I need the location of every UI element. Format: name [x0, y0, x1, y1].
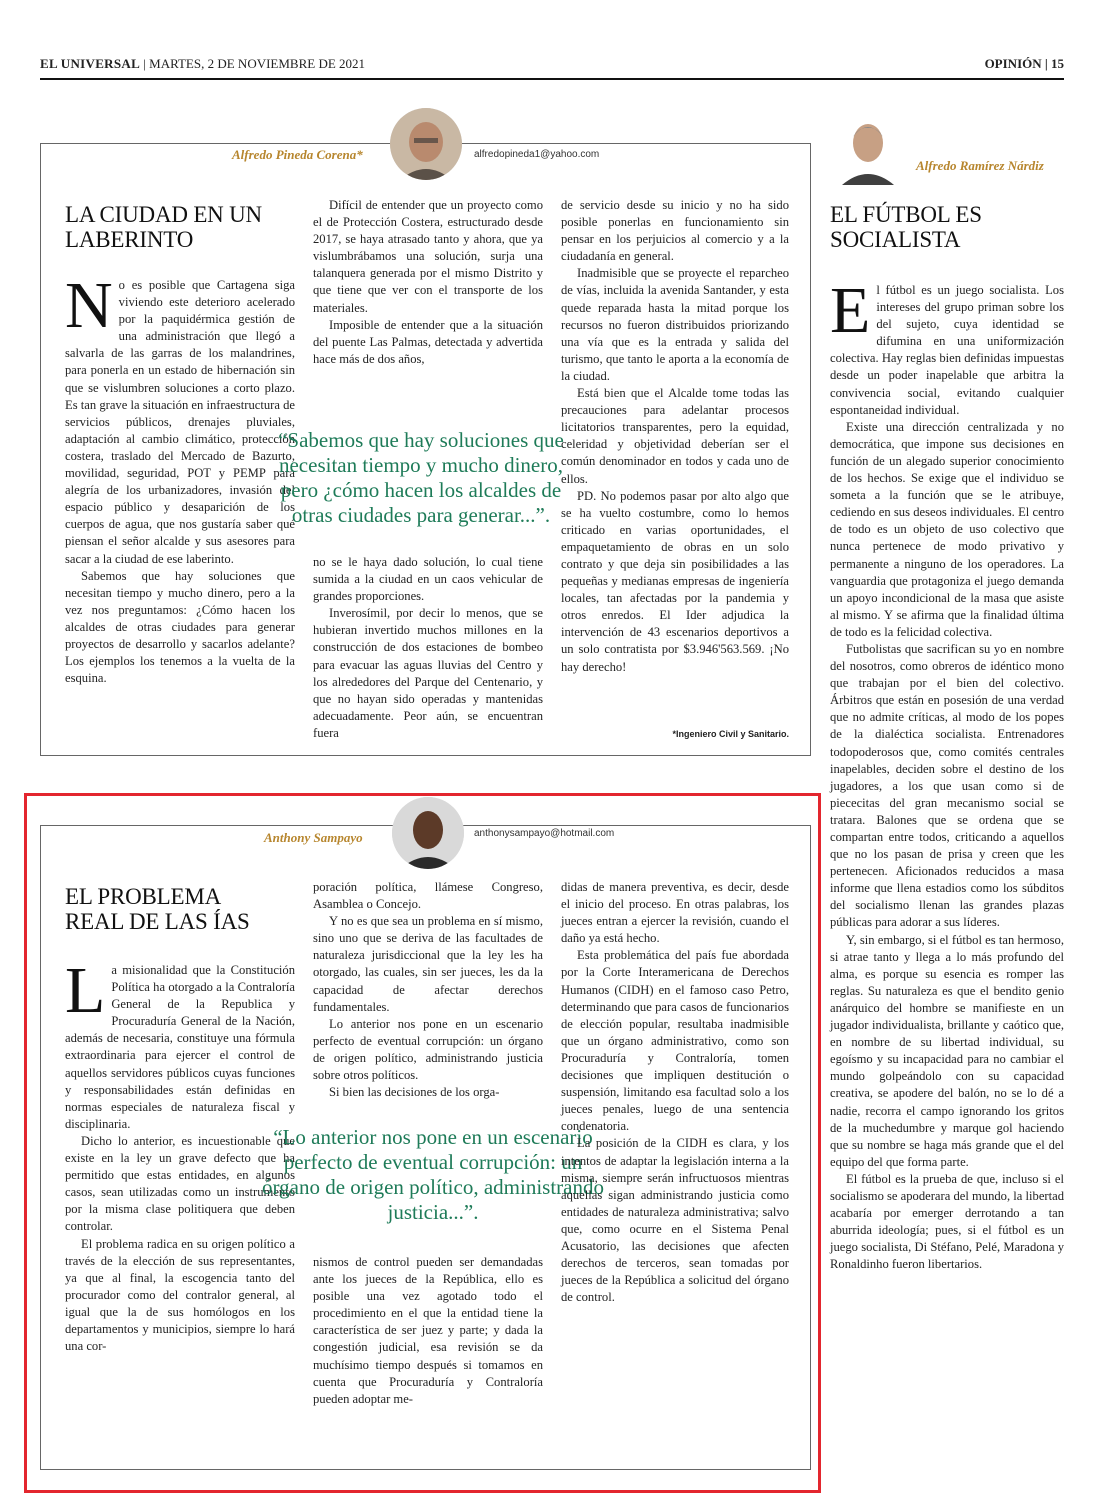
article2-column-2a: [313, 879, 543, 1101]
article1-column-1: [65, 269, 295, 687]
paragraph: PD. No podemos pasar por alto algo que se ha vuelto costumbre, como lo hemos criticado en varias oportunidades, el empaquetamiento de obras en un solo contrato y que deja sin posibilidades a las pequeñas y medianas empresas de ingeniería locales, tan afectadas por la pandemia y otros enredos. El Ider adjudica la intervención de 43 escenarios deportivos a un solo contratista por $3.946'563.569. ¡No hay derecho!: [561, 488, 789, 674]
author-portrait-icon: [832, 113, 904, 185]
drop-cap-3: E: [830, 274, 871, 347]
headline-1: LA CIUDAD EN UN LABERINTO: [65, 202, 262, 252]
section-name: OPINIÓN: [984, 56, 1042, 71]
pull-quote-1: “Sabemos que hay soluciones que necesitan tiempo y mucho dinero, pero ¿cómo hacen los alcaldes de otras ciudades para generar...”.: [278, 428, 564, 527]
paragraph: l fútbol es un juego socialista. Los intereses del grupo priman sobre los del sujeto, cuya identidad se difumina en una uniformización colectiva. Hay reglas bien definidas impuestas desde un poder inapelable que arbitra la convivencia social, evitando cualquier espontaneidad individual.: [830, 283, 1064, 417]
headline-3: EL FÚTBOL ES SOCIALISTA: [830, 202, 982, 252]
paragraph: Y, sin embargo, si el fútbol es tan hermoso, si atrae tanto y llega a lo más profundo del alma, es porque su esencia es romper las reglas. Su naturaleza es que el bendito genio anárquico del hombre se manifieste en un jugador individualista, brillante y caótico que, en nombre de su libertad individual, su egoísmo y su incapacidad para no cambiar el mundo golpeándolo con su capacidad creativa, se apodere del balón, no se lo dé a nadie, recorra el campo ignorando los gritos de la muchedumbre y marque gol haciendo que su nombre se haga más grande que el del equipo del que forma parte.: [830, 932, 1064, 1169]
headline-2: EL PROBLEMA REAL DE LAS ÍAS: [65, 884, 250, 934]
author-email-1: alfredopineda1@yahoo.com: [474, 149, 600, 160]
paragraph: Esta problemática del país fue abordada por la Corte Interamericana de Derechos Humanos (CIDH) en el famoso caso Petro, determinando que para casos de funcionarios de elección popular, resultaba inadmisible que un órgano administrativo, como son Procuraduría y Contraloría, tomen decisiones que impliquen destitución o suspensión, limitando esa facultad solo a los jueces penales, luego de una sentencia condenatoria.: [561, 948, 789, 1134]
newspaper-name: EL UNIVERSAL: [40, 56, 141, 71]
author-credit: *Ingeniero Civil y Sanitario.: [672, 729, 789, 739]
issue-date: MARTES, 2 DE NOVIEMBRE DE 2021: [149, 56, 366, 71]
author-photo-2: [392, 797, 464, 869]
paragraph: Y no es que sea un problema en sí mismo, sino uno que se deriva de las facultades de naturaleza jurisdiccional que la ley les ha otorgado, las cuales, sin ser jueces, les da la capacidad de afectar derechos fundamentales.: [313, 914, 543, 1014]
paragraph: Futbolistas que sacrifican su yo en nombre del nosotros, como obreros de idéntico mono que trabajan por el bien del colectivo. Árbitros que están en posesión de una verdad que no admite críticas, al modo de los popes de la dialéctica socialista. Entrenadores todopoderosos que, como comités centrales inapelables, deciden sobre el destino de los jugadores, a los que usan como si de piececitas del gran mecanismo social se tratara. Balones que se ordena que se compartan entre todos, criticando a aquellos que no los pasan de prisa y creen que les pertenecen. Aficionados reducidos a masa informe que llena estadios como los súbditos del socialismo llenan las grandes plazas públicas para adorar a sus líderes.: [830, 641, 1064, 930]
paragraph: Sabemos que hay soluciones que necesitan tiempo y mucho dinero, pero a la vez nos preguntamos: ¿Cómo hacen los alcaldes de otras ciudades para generar proyectos de desarrollo y sacarlos adelante? Los ejemplos los tenemos a la vuelta de la esquina.: [65, 568, 295, 686]
paragraph: Existe una dirección centralizada y no democrática, que impone sus decisiones en función de un alegado superior conocimiento de los hechos. Se exige que el individuo se someta a la función que se le atribuye, cediendo en sus deseos individuales. El centro de todo es un objeto de uso colectivo que nunca pertenece de modo privativo y permanente a ninguno de los operadores. La vanguardia que protagoniza el juego demanda un apoyo incondicional de la masa que asiste al mismo. Y se afirma que la finalidad última de todo es la felicidad colectiva.: [830, 419, 1064, 639]
paragraph: poración política, llámese Congreso, Asamblea o Concejo.: [313, 880, 543, 912]
paragraph: El fútbol es la prueba de que, incluso si el socialismo se apoderara del mundo, la libertad acabaría por emerger derrotando a tan aburrida ideología; pues, si el fútbol es un juego socialista, Di Stéfano, Pelé, Maradona y Ronaldinho fueron libertarios.: [830, 1171, 1064, 1272]
paragraph: Inverosímil, por decir lo menos, que se hubieran invertido muchos millones en la construcción de dos estaciones de bombeo para evacuar las aguas lluvias del Centro y los alrededores del Parque del Centenario, y que no hayan sido operadas y mantenidas adecuadamente. Peor aún, se encuentran fuera: [313, 606, 543, 740]
article1-column-2a: [313, 197, 543, 368]
article1-column-3: [561, 197, 789, 676]
paragraph: Lo anterior nos pone en un escenario perfecto de eventual corrupción: un órgano de origen político, administrando justicia sobre otros políticos.: [313, 1016, 543, 1083]
article2-column-1: [65, 954, 295, 1355]
article2-column-2b: [313, 1254, 543, 1408]
paragraph: Inadmisible que se proyecte el reparcheo de vías, incluida la avenida Santander, y esta quede reparada hasta la mitad porque los recursos no fueron distribuidos priorizando una vía que es la entrada y salida del turismo, que tanto le aporta a la economía de la ciudad.: [561, 266, 789, 383]
paragraph: Dicho lo anterior, es incuestionable que existe en la ley un grave defecto que ha permitido que estas entidades, en algunos casos, sean utilizadas como un instrumento por la misma clase politiquera que deben controlar.: [65, 1133, 295, 1234]
paragraph: La posición de la CIDH es clara, y los intentos de adaptar la legislación interna a la misma, siempre serán infructuosos mientras aquellas sigan administrando justicia como entidades de naturaleza administrativa; salvo que, como ocurre en el Sistema Penal Acusatorio, las decisiones que afecten derechos de terceros, sean tomadas por jueces de la República a solicitud del órgano de control.: [561, 1136, 789, 1305]
pull-quote-2: “Lo anterior nos pone en un escenario perfecto de eventual corrupción: un órgano de origen político, administrando justicia...”.: [262, 1125, 604, 1224]
author-name-3: Alfredo Ramírez Nárdiz: [916, 158, 1044, 173]
drop-cap-2: L: [65, 954, 106, 1027]
author-email-2: anthonysampayo@hotmail.com: [474, 828, 615, 839]
paragraph: o es posible que Cartagena siga viviendo este deterioro acelerado por la paquidérmica gestión de una administración que llegó a salvarla de las garras de los malandrines, para ponerla en un estado de hibernación sin que se vislumbren soluciones a corto plazo. Es tan grave la situación en infraestructura de servicios públicos, drenajes pluviales, adaptación al cambio climático, protección costera, traslado del Mercado de Bazurto, movilidad, seguridad, POT y PEMP para alegría de los urbanizadores, invasión del espacio público y desaparición de los cuerpos de agua, que nos gustaría saber qué piensan el señor alcalde y sus asesores para sacar a la ciudad de ese laberinto.: [65, 278, 295, 566]
paragraph: Si bien las decisiones de los orga-: [329, 1085, 500, 1100]
paragraph: didas de manera preventiva, es decir, desde el inicio del proceso. En otras palabras, los jueces entran a ejercer la revisión, cuando el daño ya está hecho.: [561, 880, 789, 946]
paragraph: no se le haya dado solución, lo cual tiene sumida a la ciudad en un caos vehicular de grandes proporciones.: [313, 555, 543, 604]
author-name-2: Anthony Sampayo: [264, 830, 363, 845]
paragraph: Imposible de entender que a la situación del puente Las Palmas, detectada y advertida hace más de dos años,: [313, 317, 543, 366]
article2-column-3: [561, 879, 789, 1306]
author-portrait-icon: [392, 797, 464, 869]
page-header: EL UNIVERSAL | MARTES, 2 DE NOVIEMBRE DE 2021 OPINIÓN | 15: [40, 52, 1064, 80]
paragraph: de servicio desde su inicio y no ha sido posible ponerlas en funcionamiento sin pensar en los perjuicios al comercio y a la ciudadanía en general.: [561, 198, 789, 264]
article3-body: [830, 274, 1064, 1273]
paragraph: Difícil de entender que un proyecto como el de Protección Costera, estructurado desde 2017, se haya atrasado tanto y ahora, que ya vislumbrábamos una solución, surja una talanquera generada por el mismo Distrito y que tiene que ver con el transporte de los materiales.: [313, 198, 543, 315]
paragraph: Está bien que el Alcalde tome todas las precauciones para adelantar procesos licitatorios transparentes, pero la equidad, celeridad y objetividad deberían ser el común denominador en todos y cada uno de ellos.: [561, 386, 789, 486]
author-photo-1: [390, 108, 462, 180]
author-photo-3: [832, 113, 904, 185]
paragraph: a misionalidad que la Constitución Política ha otorgado a la Contraloría General de la Republica y Procuraduría General de la Nación, además de necesaria, constituye una fórmula extraordinaria para ejercer el control de aquellos servidores públicos cuyas funciones y responsabilidades están definidas en normas especiales de naturaleza fiscal y disciplinaria.: [65, 963, 295, 1131]
paragraph: El problema radica en su origen político a través de la elección de sus representantes, ya que al final, la escogencia tanto del procurador como del contralor general, al igual que la de sus homólogos en los departamentos y municipios, siempre lo hará una cor-: [65, 1236, 295, 1354]
paragraph: nismos de control pueden ser demandadas ante los jueces de la República, ello es posible una vez agotado todo el procedimiento en el que la entidad tiene la característica de ser juez y parte; y dada la congestión judicial, esa revisión se da muchísimo tiempo después si tomamos en cuenta que Procuraduría y Contraloría pueden adoptar me-: [313, 1255, 543, 1406]
author-portrait-icon: [390, 108, 462, 180]
author-name-1: Alfredo Pineda Corena*: [232, 147, 363, 162]
drop-cap-1: N: [65, 269, 113, 342]
page-number: 15: [1051, 56, 1064, 71]
article1-column-2b: [313, 554, 543, 742]
